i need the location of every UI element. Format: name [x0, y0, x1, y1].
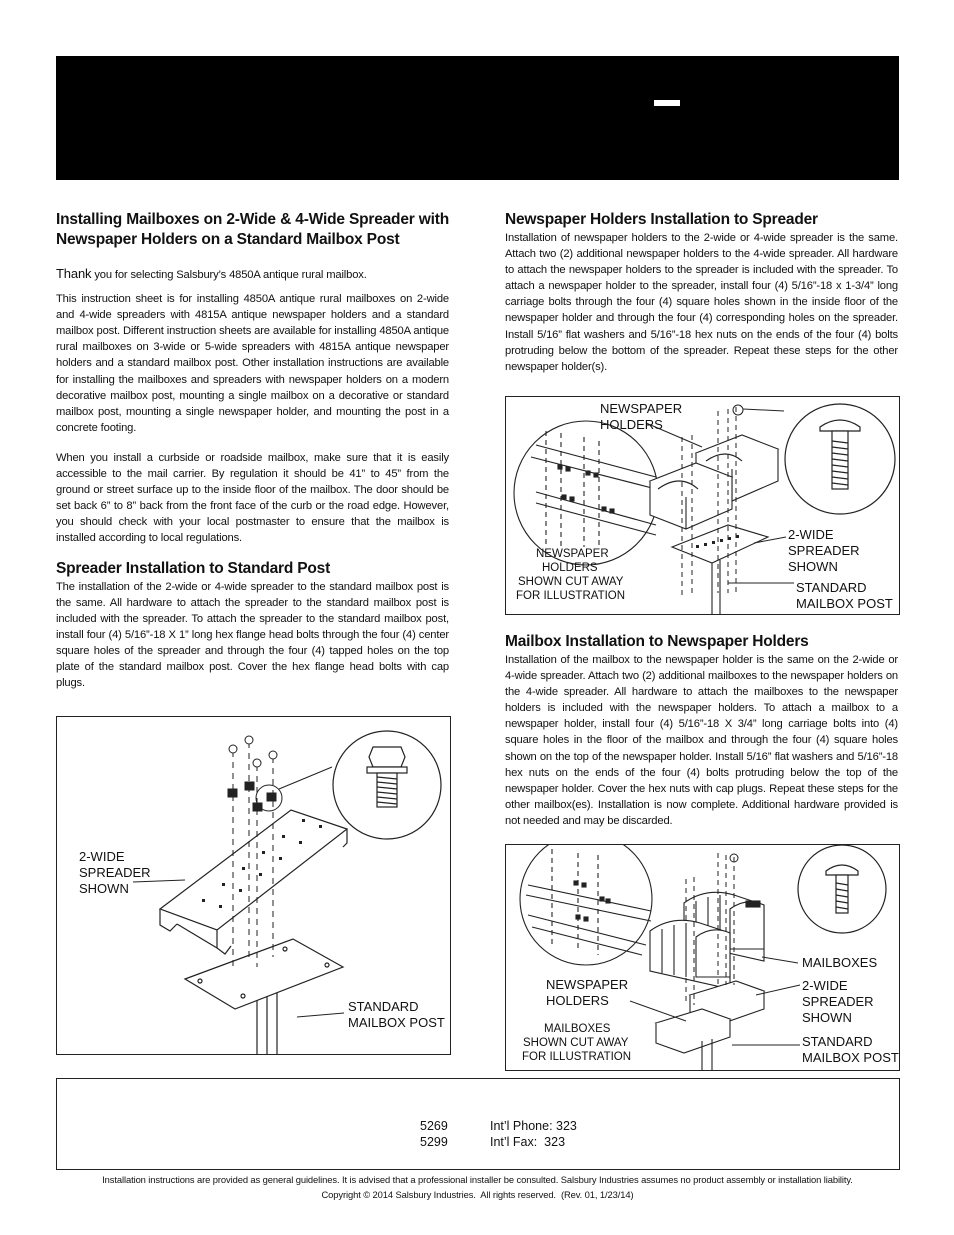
fig2-cutaway-label-1: NEWSPAPER [536, 548, 609, 560]
figure-spreader-to-post [56, 716, 451, 1055]
mb-holders-drawing [656, 981, 764, 1070]
page-title: Installing Mailboxes on 2-Wide & 4-Wide Spreader with Newspaper Holders on a Standard Mailbox Post [56, 211, 449, 248]
mailboxes-drawing [650, 892, 764, 989]
cutaway-detail-circle [514, 421, 658, 565]
intl-fax: Int’l Fax: 323 [490, 1135, 566, 1149]
mailbox-paragraph: Installation of the mailbox to the newspaper holder is the same on the 2-wide or 4-wide spreader. Attach two (2) additional mailboxes to the newspaper holders on the 4-wide spreader. All hardware to attach the mailboxes to the newspaper holders is included with the newspaper holders. To attach a mailbox to a newspaper holder, install four (4) 5/16”-18 X 3/4” long carriage bolts into (4) square holes in the floor of the mailbox and through the four (4) square holes shown on the top of the newspaper holder. Install 5/16” flat washers and 5/16”-18 hex nuts on the ends of the four (4) bolts protruding below the top of the newspaper holder. Cover the hex nuts with cap plugs. Repeat these steps for the other mailbox(es). Installation is now complete. Additional hardware provided is not needed and may be discarded. [505, 654, 898, 827]
fig1-post-label-2: MAILBOX POST [348, 1015, 445, 1030]
fig3-spreader-label-1: 2-WIDE [802, 978, 848, 993]
header-banner [56, 56, 899, 180]
fig3-post-label-1: STANDARD [802, 1034, 873, 1049]
fig2-spreader-label-3: SHOWN [788, 559, 838, 574]
fig2-holders-label-2: HOLDERS [600, 417, 663, 432]
newspaper-heading: Newspaper Holders Installation to Spreader [505, 211, 818, 228]
fig3-cutaway-label-2: SHOWN CUT AWAY [523, 1037, 629, 1049]
banner-dash [654, 100, 680, 106]
copyright-text: Copyright © 2014 Salsbury Industries. All rights reserved. (Rev. 01, 1/23/14) [321, 1189, 634, 1200]
fig3-post-label-2: MAILBOX POST [802, 1050, 899, 1065]
mb-carriage-bolt-detail-circle [798, 845, 886, 933]
fig2-cutaway-label-2: HOLDERS [542, 562, 598, 574]
thank-you-paragraph [56, 266, 449, 283]
phone-suffix: 5269 [420, 1119, 448, 1133]
spreader-paragraph: The installation of the 2-wide or 4-wide spreader to the standard mailbox post is the same. All hardware to attach the spreader to the standard mailbox post is included with the spreader. To attach the spreader to the standard mailbox post, install four (4) 5/16”-18 X 1” long hex flange head bolts through the four (4) center square holes of the spreader and through the four (4) tapped holes on the top plate of the standard mailbox post. Cover the hex flange head bolts with cap plugs. [56, 580, 449, 690]
fig2-holders-label-1: NEWSPAPER [600, 401, 683, 416]
figure-mailboxes-to-holders [505, 844, 900, 1071]
bolt-detail-circle [333, 731, 441, 839]
fig2-spreader-label-2: SPREADER [788, 543, 860, 558]
fig1-spreader-label-1: 2-WIDE [79, 849, 125, 864]
spreader-heading: Spreader Installation to Standard Post [56, 559, 331, 577]
post-drawing [185, 939, 343, 1054]
left-column [56, 210, 449, 691]
newspaper-paragraph: Installation of newspaper holders to the 2-wide or 4-wide spreader is the same. Attach two (2) additional newspaper holders to the 4-wide spreader. All hardware to attach the newspaper holders to the spreader is included with the spreader. To attach a newspaper holder to the spreader, install four (4) 5/16”-18 x 1-3/4” long carriage bolts through the four (4) square holes shown in the inside floor of the newspaper holder and through the four (4) corresponding holes on the spreader. Install 5/16” flat washers and 5/16”-18 hex nuts on the ends of the four (4) bolts protruding below the bottom of the spreader. Repeat these steps for the other newspaper holder(s). [505, 232, 898, 373]
fig3-spreader-label-2: SPREADER [802, 994, 874, 1009]
right-column [505, 210, 898, 375]
footer [56, 1172, 899, 1202]
fax-suffix: 5299 [420, 1135, 448, 1149]
fig3-mailboxes-label: MAILBOXES [802, 955, 878, 970]
fig3-cutaway-label-3: FOR ILLUSTRATION [522, 1051, 632, 1063]
mb-cutaway-detail-circle [520, 845, 652, 965]
spreader-drawing [160, 810, 347, 954]
thank-word: Thank [56, 266, 92, 281]
fig1-spreader-label-3: SHOWN [79, 881, 129, 896]
fig2-cutaway-label-3: SHOWN CUT AWAY [518, 576, 624, 588]
disclaimer-text: Installation instructions are provided as general guidelines. It is advised that a professional installer be consulted. Salsbury Industries assumes no product assembly or installation liability. [102, 1174, 853, 1185]
mailbox-heading: Mailbox Installation to Newspaper Holders [505, 633, 809, 650]
fig1-post-label-1: STANDARD [348, 999, 419, 1014]
regulation-paragraph: When you install a curbside or roadside mailbox, make sure that it is easily accessible to the mail carrier. By regulation it should be 41” to 45” from the ground or street surface up to the inside floor of the mailbox. The door should be set back 6” to 8” back from the front face of the curb or the road edge. However, you should check with your local postmaster to ensure that the mailbox is installed according to local regulations. [56, 451, 449, 545]
fig2-cutaway-label-4: FOR ILLUSTRATION [516, 590, 626, 602]
fig2-post-label-2: MAILBOX POST [796, 596, 893, 611]
np-spreader-drawing [672, 525, 768, 614]
carriage-bolt-detail-circle [785, 404, 895, 514]
fig2-post-label-1: STANDARD [796, 580, 867, 595]
intro-paragraph: This instruction sheet is for installing 4850A antique rural mailboxes on 2-wide and 4-wide spreaders with 4815A antique newspaper holders and a standard mailbox post. Different instruction sheets are available for installing 4850A antique rural mailboxes on 3-wide or 5-wide spreaders with 4815A antique newspaper holders and a standard mailbox post. Other installation instructions are available for installing the mailboxes and spreaders with newspaper holders on a modern decorative mailbox post, mounting a single mailbox on a decorative or standard mailbox post, mounting a single newspaper holder, and mounting the post in a concrete footing. [56, 293, 449, 434]
contact-box [56, 1078, 900, 1170]
fig2-spreader-label-1: 2-WIDE [788, 527, 834, 542]
fig3-holders-label-1: NEWSPAPER [546, 977, 629, 992]
thank-rest: you for selecting Salsbury’s 4850A antique rural mailbox. [91, 269, 367, 281]
intl-phone: Int’l Phone: 323 [490, 1119, 577, 1133]
fig3-holders-label-2: HOLDERS [546, 993, 609, 1008]
fig3-cutaway-label-1: MAILBOXES [544, 1023, 611, 1035]
fig3-spreader-label-3: SHOWN [802, 1010, 852, 1025]
right-column-lower [505, 632, 898, 829]
holders-drawing [650, 435, 778, 529]
fig1-spreader-label-2: SPREADER [79, 865, 151, 880]
figure-holders-to-spreader [505, 396, 900, 615]
